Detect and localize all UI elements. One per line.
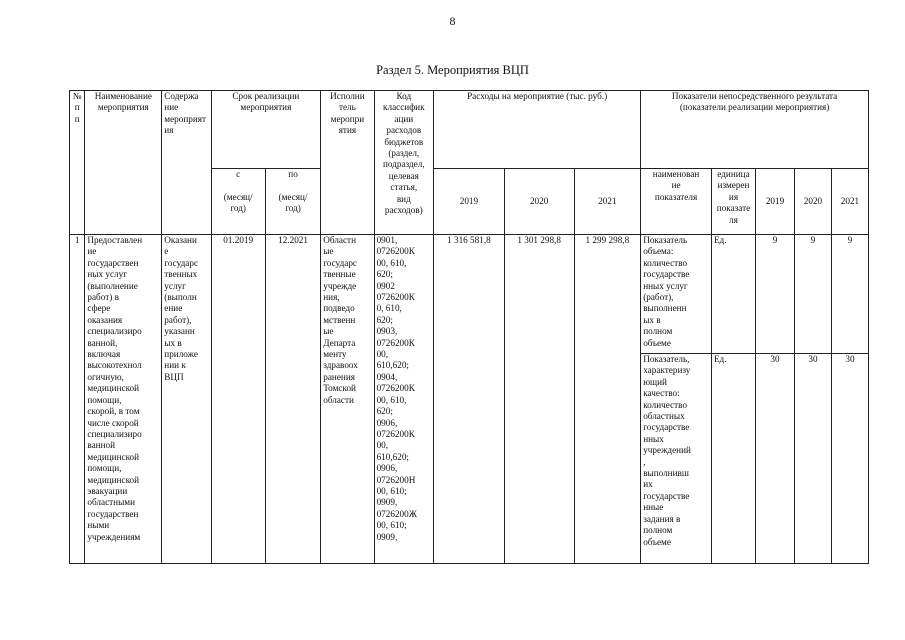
table-header-row: [70, 91, 869, 169]
header-name: Наименование мероприятия: [85, 91, 162, 235]
row-expense-2: 1 301 298,8: [504, 235, 574, 564]
header-expense-year-1: 2019: [434, 169, 505, 235]
header-result-year-2: 2020: [795, 169, 832, 235]
page-number: 8: [449, 14, 456, 28]
indicator-unit: Ед.: [711, 235, 755, 354]
indicator-value-3: 30: [831, 354, 868, 564]
indicator-name: Показатель, характеризу ющий качество: количество областных государстве нных учреждений , выполнивш их государстве нные задания в полном объеме: [641, 354, 712, 564]
header-period-from: с (месяц/ год): [211, 169, 265, 235]
row-expense-3: 1 299 298,8: [574, 235, 641, 564]
row-expense-1: 1 316 581,8: [434, 235, 505, 564]
row-code: 0901, 0726200К 00, 610, 620; 0902 0726200К 0, 610, 620; 0903, 0726200К 00, 610,620; 0904, 0726200К 00, 610, 620; 0906, 0726200К 00, 610,620; 0906, 0726200Н 00, 610; 0909, 0726200Ж 00, 610; 0909,: [374, 235, 433, 564]
header-indicator-name: наименован ие показателя: [641, 169, 712, 235]
table-row: [70, 235, 869, 354]
row-period-from: 01.2019: [211, 235, 265, 564]
indicator-unit: Ед.: [711, 354, 755, 564]
indicator-value-3: 9: [831, 235, 868, 354]
header-executor: Исполни тель меропри ятия: [321, 91, 374, 235]
header-period-to: по (месяц/ год): [265, 169, 320, 235]
header-results: Показатели непосредственного результата (показатели реализации мероприятия): [641, 91, 869, 169]
section-title: Раздел 5. Мероприятия ВЦП: [376, 63, 529, 77]
header-expense-year-3: 2021: [574, 169, 641, 235]
indicator-name: Показатель объема: количество государстве нных услуг (работ), выполненн ых в полном объеме: [641, 235, 712, 354]
row-content: Оказани е государс твенных услуг (выполн ение работ), указанн ых в приложе нии к ВЦП: [162, 235, 211, 564]
indicator-value-1: 30: [756, 354, 795, 564]
row-num: 1: [70, 235, 85, 564]
header-num: № п п: [70, 91, 85, 235]
header-period: Срок реализации мероприятия: [211, 91, 321, 169]
row-name: Предоставлен ие государствен ных услуг (выполнение работ) в сфере оказания специализиро ванной, включая высокотехнол огичную, медицинской помощи, скорой, в том числе скорой специализиро ванной медицинской помощи, медицинской эвакуации областными государствен ными учреждениям: [85, 235, 162, 564]
header-content: Содержа ние мероприятия: [162, 91, 211, 235]
header-expenses: Расходы на мероприятие (тыс. руб.): [434, 91, 641, 169]
activities-table: [69, 90, 869, 564]
header-result-year-3: 2021: [831, 169, 868, 235]
row-executor: Областн ые государс твенные учрежде ния, подведо мственн ые Департа менту здравоох ранения Томской области: [321, 235, 374, 564]
indicator-value-2: 30: [795, 354, 832, 564]
header-unit: единица измерен ия показате ля: [711, 169, 755, 235]
row-period-to: 12.2021: [265, 235, 320, 564]
header-result-year-1: 2019: [756, 169, 795, 235]
header-expense-year-2: 2020: [504, 169, 574, 235]
indicator-value-2: 9: [795, 235, 832, 354]
indicator-value-1: 9: [756, 235, 795, 354]
header-code: Код классифик ации расходов бюджетов (раздел, подраздел, целевая статья, вид расходов): [374, 91, 433, 235]
